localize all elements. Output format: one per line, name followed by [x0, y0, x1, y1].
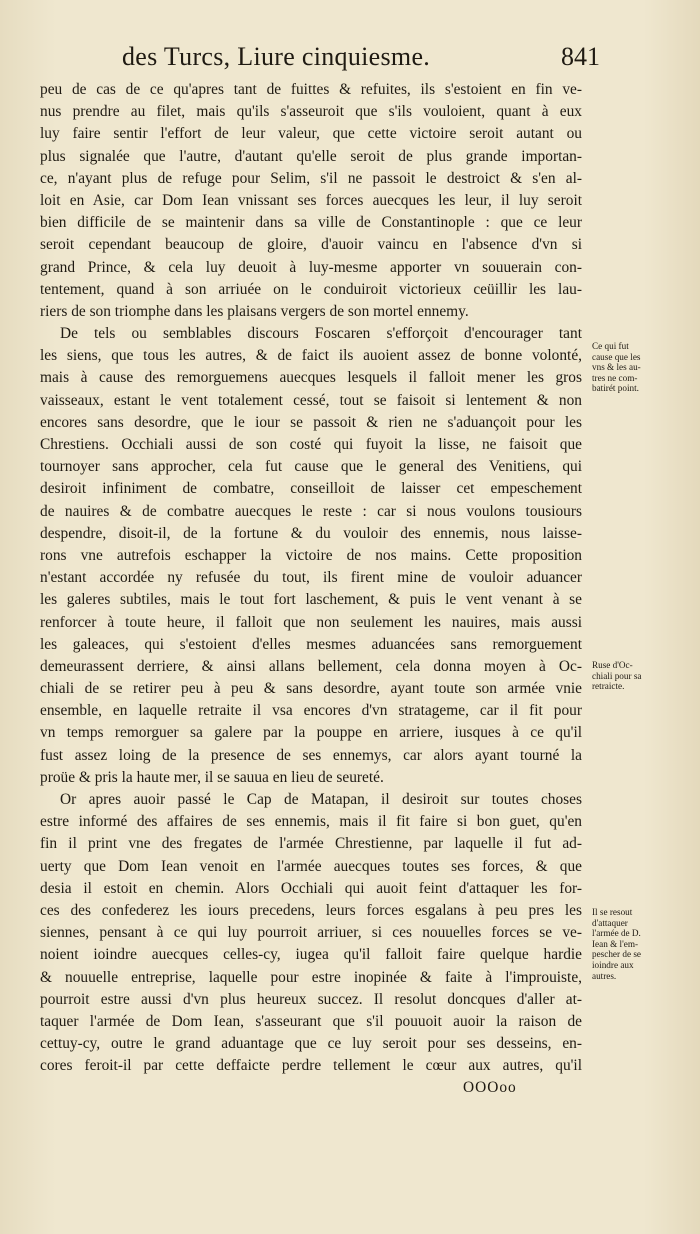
margin-note-line: Ruse d'Oc- — [592, 660, 633, 670]
text-line: n'estant accordée ny refusée du tout, ils firent mine de vouloir aduancer — [40, 569, 582, 587]
text-line: cores feroit-il par cette deffaicte perdre tellement le cœur aux autres, qu'il — [40, 1057, 582, 1075]
text-line: uerty que Dom Iean venoit en l'armée auecques toutes ses forces, & que — [40, 857, 582, 875]
margin-note-line: ioindre aux — [592, 959, 634, 970]
text-line: les galeaces, qui s'estoient d'elles mesmes aduancées sans remorguement — [40, 635, 582, 653]
margin-note-line: Iean & l'em- — [592, 938, 639, 949]
text-line: demeurassent derriere, & ainsi allans bellement, cela donna moyen à Oc- — [40, 657, 582, 675]
text-line: vn temps remorguer sa galere par la pouppe en arriere, iusques à ce qu'il — [40, 724, 582, 742]
margin-note-line: chiali pour sa — [592, 670, 642, 681]
text-line: cettuy-cy, outre le grand aduantage que ce luy seroit pour ses desseins, en- — [40, 1035, 582, 1053]
text-line: despendre, disoit-il, de la fortune & du vouloir des ennemis, nous laisse- — [40, 524, 582, 542]
catchword: OOOoo — [463, 1079, 517, 1096]
text-line: vaisseaux, estant le vent totalement cessé, tout se faisoit si lentement & non — [40, 391, 582, 409]
text-line: Chrestiens. Occhiali aussi de son costé qui fuyoit la lisse, ne faisoit que — [40, 436, 582, 453]
text-line: proüe & pris la haute mer, il se sauua en lieu de seureté. — [40, 768, 384, 786]
page-number: 841 — [561, 42, 600, 71]
margin-note — [592, 341, 688, 394]
text-line: les siens, que tous les autres, & de faict ils auoient assez de bonne volonté, — [40, 347, 582, 365]
text-line: loit en Asie, car Dom Iean vnissant ses forces auecques les leur, il luy seroit — [40, 191, 582, 209]
text-line: chiali de se retirer peu à peu & sans desordre, ayant toute son armée vnie — [40, 680, 582, 698]
margin-note-line: retraicte. — [592, 681, 625, 692]
text-line: luy faire sentir l'effort de leur valeur, que cette victoire seroit autant ou — [40, 125, 582, 143]
page-header — [40, 40, 600, 80]
text-line: taquer l'armée de Dom Iean, s'asseurant que s'il pouuoit auoir la raison de — [40, 1012, 582, 1030]
paragraph-start-line: Or apres auoir passé le Cap de Matapan, il desiroit sur toutes choses — [60, 791, 582, 808]
text-line: peu de cas de ce qu'apres tant de fuittes & refuites, ils s'estoient en fin ve- — [40, 81, 582, 98]
text-line: ces des confederez les iours precedens, leurs forces esgalans à peu pres les — [40, 901, 582, 919]
text-line: ensemble, en laquelle retraite il vsa encores d'vn stratageme, car il fit pour — [40, 702, 582, 720]
text-line: estre informé des affaires de ses ennemis, mais il fit faire si bon guet, qu'en — [40, 813, 582, 831]
text-line: bien difficile de se maintenir dans sa ville de Constantinople : que ce leur — [40, 214, 582, 232]
text-line: desia il estoit en chemin. Alors Occhiali qui auoit feint d'attaquer les for- — [40, 879, 582, 897]
body-text — [40, 79, 582, 1077]
margin-note — [592, 660, 688, 692]
margin-note-line: Ce qui fut — [592, 341, 629, 351]
text-line: fin il print vne des fregates de l'armée Chrestienne, par laquelle il fut ad- — [40, 835, 582, 853]
margin-note — [592, 907, 688, 981]
text-line: tournoyer sans approcher, cela fut cause que le general des Venitiens, qui — [40, 458, 582, 476]
text-line: les galeres subtiles, mais le tout fort laschement, & puis le vent venant à se — [40, 591, 582, 609]
text-line: seroit cependant beaucoup de gloire, d'auoir vaincu en l'absence d'vn si — [40, 236, 582, 254]
text-line: mais à cause des remorguemens auecques lesquels il falloit mener les gros — [40, 369, 582, 387]
margin-note-line: d'attaquer — [592, 917, 628, 928]
margin-note-line: autres. — [592, 970, 617, 981]
text-line: desiroit infiniment de combatre, conseilloit de laisser cet empeschement — [40, 480, 582, 498]
text-line: & nouuelle entreprise, laquelle pour estre inopinée & faite à l'improuiste, — [40, 968, 582, 986]
paragraph-start-line: De tels ou semblables discours Foscaren s'efforçoit d'encourager tant — [60, 325, 582, 343]
margin-note-line: l'armée de D. — [592, 928, 641, 939]
running-title: des Turcs, Liure cinquiesme. — [122, 42, 431, 71]
text-line: riers de son triomphe dans les plaisans vergers de son mortel ennemy. — [40, 302, 469, 320]
margin-note-line: pescher de se — [592, 949, 641, 960]
margin-note-line: Il se resout — [592, 907, 633, 917]
text-line: encores sans desordre, que le iour se passoit & rien ne s'aduançoit pour les — [40, 413, 582, 431]
text-line: ce, n'ayant plus de refuge pour Selim, s'il ne passoit le destroict & s'en al- — [40, 169, 582, 187]
margin-note-line: cause que les — [592, 351, 641, 362]
text-line: tentement, quand à son arriuée on le conduiroit victorieux ceüillir les lau- — [40, 280, 582, 298]
text-line: fust assez loing de la presence de ses ennemys, car alors ayant tourné la — [40, 746, 582, 764]
text-line: de nauires & de combatre auecques le reste : car si nous voulons tousiours — [40, 502, 582, 520]
text-line: pourroit estre aussi d'vn plus heureux succez. Il resolut doncques d'aller at- — [40, 990, 582, 1008]
margin-note-line: tres ne com- — [592, 372, 638, 383]
text-line: nus prendre au filet, mais qu'ils s'asseuroit que s'ils vouloient, quant à eux — [40, 103, 582, 121]
text-line: grand Prince, & cela luy deuoit à luy-mesme apporter vn souuerain con- — [40, 258, 582, 276]
text-line: siennes, pensant à ce qui luy pourroit arriuer, si ces nouuelles forces se ve- — [40, 924, 582, 942]
margin-note-line: vns & les au- — [592, 362, 641, 373]
text-line: renforcer à toute heure, il falloit que non seulement les nauires, mais aussi — [40, 613, 582, 631]
text-line: rons vne autrefois eschapper la victoire de nos mains. Cette proposition — [40, 546, 582, 564]
text-line: plus signalée que l'autre, d'autant qu'elle seroit de plus grande importan- — [40, 147, 582, 165]
text-line: noient ioindre auecques celles-cy, iugea qu'il falloit faire quelque hardie — [40, 946, 582, 964]
margin-note-line: batirét point. — [592, 383, 639, 394]
